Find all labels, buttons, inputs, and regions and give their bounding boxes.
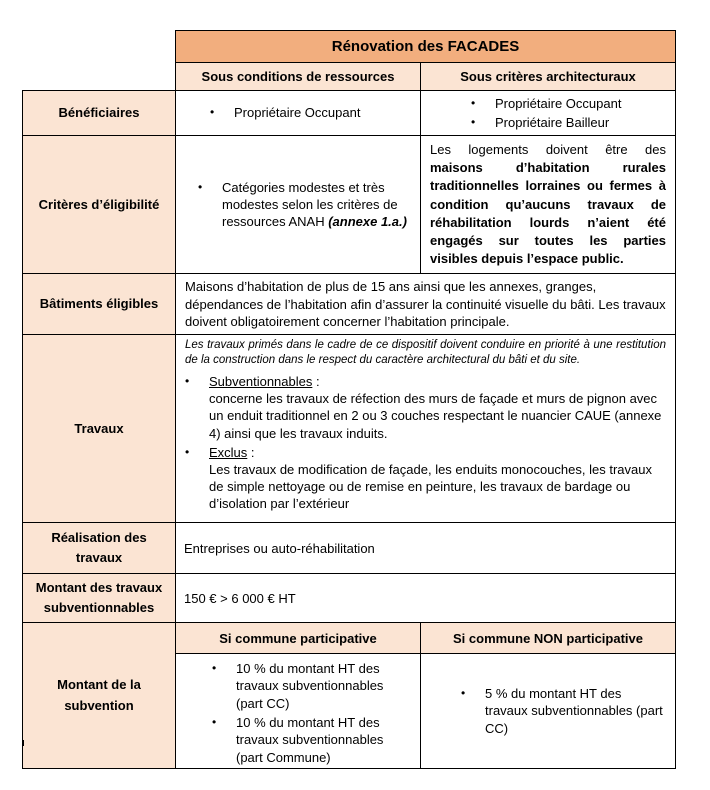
- list-item: [185, 444, 666, 513]
- criteres-right-text-bold: maisons d’habitation rurales traditionnelles lorraines ou fermes à condition qu’aucuns travaux de réhabilitation lourds n’aient été engagés sur toutes les parties visibles depuis l’espace public.: [430, 160, 666, 267]
- empty-corner: [23, 31, 176, 63]
- batiments-cell: Maisons d’habitation de plus de 15 ans ainsi que les annexes, granges, dépendances de l’habitation afin d’assurer la continuité visuelle du bâti. Les travaux doivent obligatoirement concerner l’habitation principale.: [176, 274, 676, 335]
- list-item-text: Propriétaire Occupant: [495, 95, 622, 111]
- travaux-cell: [176, 335, 676, 523]
- travaux-exclus: [209, 444, 666, 513]
- list-item: [212, 714, 412, 766]
- travaux-exclus-text: Les travaux de modification de façade, les enduits monocouches, les travaux de simple nettoyage ou de remise en peinture, les travaux de bardage ou d’isolation par l’extérieur: [209, 461, 652, 512]
- column-header-ressources: Sous conditions de ressources: [176, 63, 421, 91]
- row-label-montant-subvention: Montant de la subvention: [23, 623, 176, 769]
- list-item-text: 10 % du montant HT des travaux subventionnables (part CC): [236, 661, 384, 711]
- list-item-text: Propriétaire Occupant: [234, 105, 361, 121]
- list-item: [471, 114, 667, 131]
- column-header-architecturaux: Sous critères architecturaux: [421, 63, 676, 91]
- list-item: [461, 685, 667, 737]
- row-label-beneficiaires: Bénéficiaires: [23, 91, 176, 136]
- list-item: [198, 179, 416, 231]
- row-label-travaux: Travaux: [23, 335, 176, 523]
- bullet-icon: •: [212, 661, 217, 676]
- bullet-icon: •: [471, 115, 476, 129]
- criteres-annex-ref: (annexe 1.a.): [328, 214, 407, 230]
- list-item: [210, 104, 412, 121]
- list-item-text: 5 % du montant HT des travaux subventionnables (part CC): [485, 686, 663, 736]
- list-item-text: 10 % du montant HT des travaux subventionnables (part Commune): [236, 715, 384, 765]
- title-colon: :: [247, 444, 255, 460]
- travaux-subventionnables: [209, 373, 666, 442]
- subvention-header-participative: Si commune participative: [176, 623, 421, 654]
- montant-travaux-cell: 150 € > 6 000 € HT: [176, 574, 676, 623]
- list-item-text: Propriétaire Bailleur: [495, 115, 610, 130]
- criteres-right-text: Les logements doivent être des: [430, 142, 666, 157]
- renovation-facades-table: [22, 30, 676, 769]
- bullet-icon: •: [185, 444, 190, 459]
- list-item: [471, 95, 667, 112]
- row-label-montant-travaux: Montant des travaux subventionnables: [23, 574, 176, 623]
- criteres-ressources-cell: [176, 136, 421, 274]
- bullet-icon: •: [461, 686, 466, 701]
- bullet-icon: •: [185, 374, 190, 389]
- list-item-text: [222, 179, 416, 231]
- travaux-subventionnables-title: [209, 373, 666, 390]
- row-label-criteres: Critères d’éligibilité: [23, 136, 176, 274]
- beneficiaires-ressources-cell: [176, 91, 421, 136]
- subvention-header-non-participative: Si commune NON participative: [421, 623, 676, 654]
- bullet-icon: •: [210, 105, 215, 120]
- bullet-icon: •: [198, 179, 203, 194]
- table-title: Rénovation des FACADES: [176, 31, 676, 63]
- subvention-participative-cell: [176, 654, 421, 769]
- title-colon: :: [312, 374, 320, 390]
- travaux-subventionnables-text: concerne les travaux de réfection des murs de façade et murs de pignon avec un enduit traditionnel en 2 ou 3 couches respectant le nuancier CAUE (annexe 4) ainsi que les travaux induits.: [209, 391, 662, 441]
- travaux-exclus-title: [209, 444, 666, 461]
- list-item: [185, 373, 666, 442]
- bullet-icon: •: [471, 95, 476, 110]
- empty-corner: [23, 63, 176, 91]
- underlined-title: Subventionnables: [209, 374, 313, 390]
- travaux-intro: Les travaux primés dans le cadre de ce dispositif doivent conduire en priorité à une restitution de la construction dans le respect du caractère architectural du bâti et du site.: [185, 339, 666, 367]
- beneficiaires-architecturaux-cell: [421, 91, 676, 136]
- underlined-title: Exclus: [209, 444, 248, 460]
- row-label-batiments: Bâtiments éligibles: [23, 274, 176, 335]
- criteres-architecturaux-cell: [421, 136, 676, 274]
- bullet-icon: •: [212, 715, 217, 729]
- row-label-realisation: Réalisation des travaux: [23, 523, 176, 574]
- realisation-cell: Entreprises ou auto-réhabilitation: [176, 523, 676, 574]
- criteres-text: Catégories modestes et très modestes selon les critères de ressources ANAH: [222, 179, 398, 230]
- list-item: [212, 660, 412, 712]
- subvention-non-participative-cell: [421, 654, 676, 769]
- next-row-border-stub: [22, 740, 24, 746]
